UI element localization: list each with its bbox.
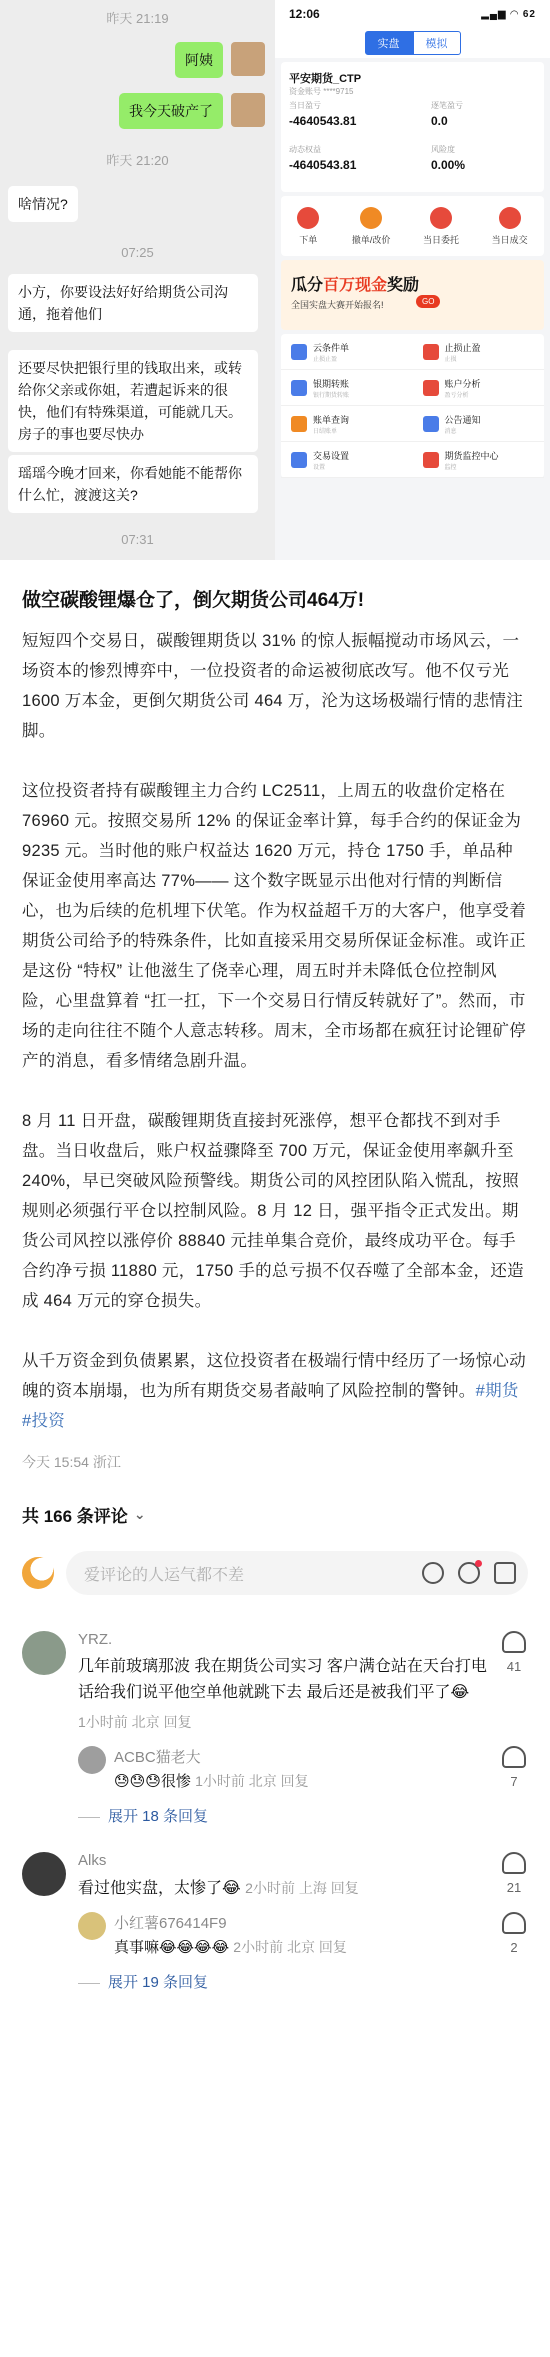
quick-actions	[281, 196, 544, 256]
comment-input-row	[22, 1551, 528, 1595]
like-button[interactable]: 7	[500, 1746, 528, 1789]
post-paragraph: 从千万资金到负债累累，这位投资者在极端行情中经历了一场惊心动魄的资本崩塌，也为所有期货交易者敲响了风险控制的警钟。#期货#投资	[22, 1352, 526, 1430]
fills-icon: 当日成交	[492, 207, 528, 246]
post-body	[0, 587, 550, 1992]
reply-author[interactable]: ACBC猫老大	[114, 1749, 201, 1766]
tab-sim: 模拟	[413, 31, 461, 55]
reply-author[interactable]: 小红薯676414F9	[114, 1915, 227, 1932]
hashtag-link[interactable]: #期货	[475, 1382, 519, 1400]
grid-item: 期货监控中心 监控	[413, 442, 545, 478]
avatar	[231, 93, 265, 127]
chat-timestamp: 昨天 21:20	[106, 153, 169, 168]
comment-text: 看过他实盘，太惨了😂	[78, 1880, 241, 1897]
chat-bubble-left: 啥情况?	[8, 186, 78, 222]
mention-icon[interactable]	[422, 1562, 444, 1584]
post-meta: 今天 15:54 浙江	[22, 1454, 121, 1470]
chat-bubble-right: 我今天破产了	[119, 93, 223, 129]
account-card	[281, 62, 544, 192]
avatar	[22, 1852, 66, 1896]
comment-author[interactable]: YRZ.	[78, 1631, 113, 1648]
heart-icon	[502, 1852, 526, 1874]
post-title: 做空碳酸锂爆仓了，倒欠期货公司464万!	[22, 590, 365, 611]
like-button[interactable]: 41	[500, 1631, 528, 1674]
reply-item	[78, 1912, 528, 1957]
screenshot-collage	[0, 0, 550, 560]
hashtag-link[interactable]: #投资	[22, 1412, 66, 1430]
chat-screenshot	[0, 0, 275, 560]
comment-author[interactable]: Alks	[78, 1852, 107, 1869]
comment-meta: 2小时前 上海 回复	[245, 1880, 359, 1896]
avatar	[78, 1912, 106, 1940]
heart-icon	[502, 1631, 526, 1653]
reply-item	[78, 1746, 528, 1791]
avatar	[22, 1631, 66, 1675]
avatar	[78, 1746, 106, 1774]
heart-icon	[502, 1746, 526, 1768]
account-number: 资金账号 ****9715	[289, 87, 354, 96]
broker-name: 平安期货_CTP	[289, 73, 362, 85]
avatar	[231, 42, 265, 76]
order-icon: 下单	[297, 207, 319, 246]
promo-banner: 瓜分百万现金奖励 全国实盘大赛开始报名! GO	[281, 260, 544, 330]
grid-item: 云条件单 止损止盈	[281, 334, 413, 370]
reply-text: 真事嘛😂😂😂😂	[114, 1939, 230, 1956]
reply-text: 😓😓😓很惨	[114, 1773, 191, 1790]
reply-meta: 2小时前 北京 回复	[233, 1939, 347, 1955]
chat-timestamp: 07:25	[121, 245, 154, 260]
emoji-icon[interactable]	[458, 1562, 480, 1584]
avatar	[22, 1557, 54, 1589]
dynamic-equity: 动态权益 -4640543.81	[289, 145, 357, 172]
grid-item: 账户分析 盈亏分析	[413, 370, 545, 406]
grid-item: 银期转账 银行期货转账	[281, 370, 413, 406]
trade-pnl: 逐笔盈亏 0.0	[431, 101, 463, 128]
post-paragraph: 8 月 11 日开盘，碳酸锂期货直接封死涨停，想平仓都找不到对手盘。当日收盘后，账户权益骤降至 700 万元，保证金使用率飙升至 240%，早已突破风险预警线。期货公司的风控团队陷入慌乱，按照规则必须强行平仓以控制风险。8 月 12 日，强平指令正式发出。期货公司风控以涨停价 88840 元挂单集合竞价，最终成功平仓。每手合约净亏损 11880 元，1750 手的总亏损不仅吞噬了全部本金，还造成 464 万元的穿仓损失。	[22, 1112, 524, 1310]
comment-item	[22, 1631, 528, 1826]
daily-pnl: 当日盈亏 -4640543.81	[289, 101, 357, 128]
chat-bubble-left: 瑶瑶今晚才回来，你看她能不能帮你什么忙，渡渡这关?	[8, 455, 258, 513]
chat-bubble-right: 阿姨	[175, 42, 223, 78]
reply-meta: 1小时前 北京 回复	[195, 1773, 309, 1789]
comment-item	[22, 1852, 528, 1992]
risk-ratio: 风险度 0.00%	[431, 145, 466, 172]
account-mode-tabs	[275, 28, 550, 58]
chat-timestamp: 07:31	[121, 532, 154, 547]
like-button[interactable]: 21	[500, 1852, 528, 1895]
chat-bubble-left: 还要尽快把银行里的钱取出来，或转给你父亲或你姐，若遭起诉来的很快，他们有特殊渠道，可能就几天。房子的事也要尽快办	[8, 350, 258, 452]
post-paragraph: 短短四个交易日，碳酸锂期货以 31% 的惊人振幅搅动市场风云，一场资本的惨烈博弈中，一位投资者的命运被彻底改写。他不仅亏光 1600 万本金，更倒欠期货公司 464 万，沦为这场极端行情的悲情注脚。	[22, 632, 523, 740]
chevron-down-icon: ⌄	[133, 1506, 146, 1522]
like-button[interactable]: 2	[500, 1912, 528, 1955]
expand-replies-link[interactable]: 展开 19 条回复	[78, 1971, 528, 1992]
cancel-icon: 撤单/改价	[352, 207, 391, 246]
heart-icon	[502, 1912, 526, 1934]
grid-item: 账单查询 日结账单	[281, 406, 413, 442]
comment-input[interactable]: 爱评论的人运气都不差	[66, 1551, 528, 1595]
post-paragraph: 这位投资者持有碳酸锂主力合约 LC2511，上周五的收盘价定格在 76960 元。按照交易所 12% 的保证金率计算，每手合约的保证金为 9235 元。当时他的账户权益达 1620 万元，持仓 1750 手，单品种保证金使用率高达 77%—— 这个数字既显示出他对行情的判断信心，也为后续的危机埋下伏笔。作为权益超千万的大客户，他享受着期货公司给予的特殊条件，比如直接采用交易所保证金标准。或许正是这份 “特权” 让他滋生了侥幸心理，周五时并未降低仓位控制风险，心里盘算着 “扛一扛，下一个交易日行情反转就好了”。然而，市场的走向往往不随个人意志转移。周末，全市场都在疯狂讨论锂矿停产的消息，看多情绪急剧升温。	[22, 782, 526, 1070]
grid-item: 交易设置 设置	[281, 442, 413, 478]
chat-bubble-left: 小方，你要设法好好给期货公司沟通，拖着他们	[8, 274, 258, 332]
status-bar: 12:06 ▂▄▆ ◠ 62	[275, 0, 550, 28]
expand-replies-link[interactable]: 展开 18 条回复	[78, 1805, 528, 1826]
orders-icon: 当日委托	[423, 207, 459, 246]
futures-app-screenshot	[275, 0, 550, 560]
comment-count[interactable]: 共 166 条评论 ⌄	[22, 1506, 146, 1526]
image-icon[interactable]	[494, 1562, 516, 1584]
tab-live: 实盘	[365, 31, 413, 55]
comment-meta[interactable]: 1小时前 北京 回复	[78, 1714, 192, 1730]
comment-text: 几年前玻璃那波 我在期货公司实习 客户满仓站在天台打电话给我们说平他空单他就跳下去 最后还是被我们平了😂	[78, 1658, 487, 1701]
grid-item: 止损止盈 止损	[413, 334, 545, 370]
chat-timestamp: 昨天 21:19	[106, 11, 169, 26]
grid-item: 公告通知 消息	[413, 406, 545, 442]
function-grid	[281, 334, 544, 478]
